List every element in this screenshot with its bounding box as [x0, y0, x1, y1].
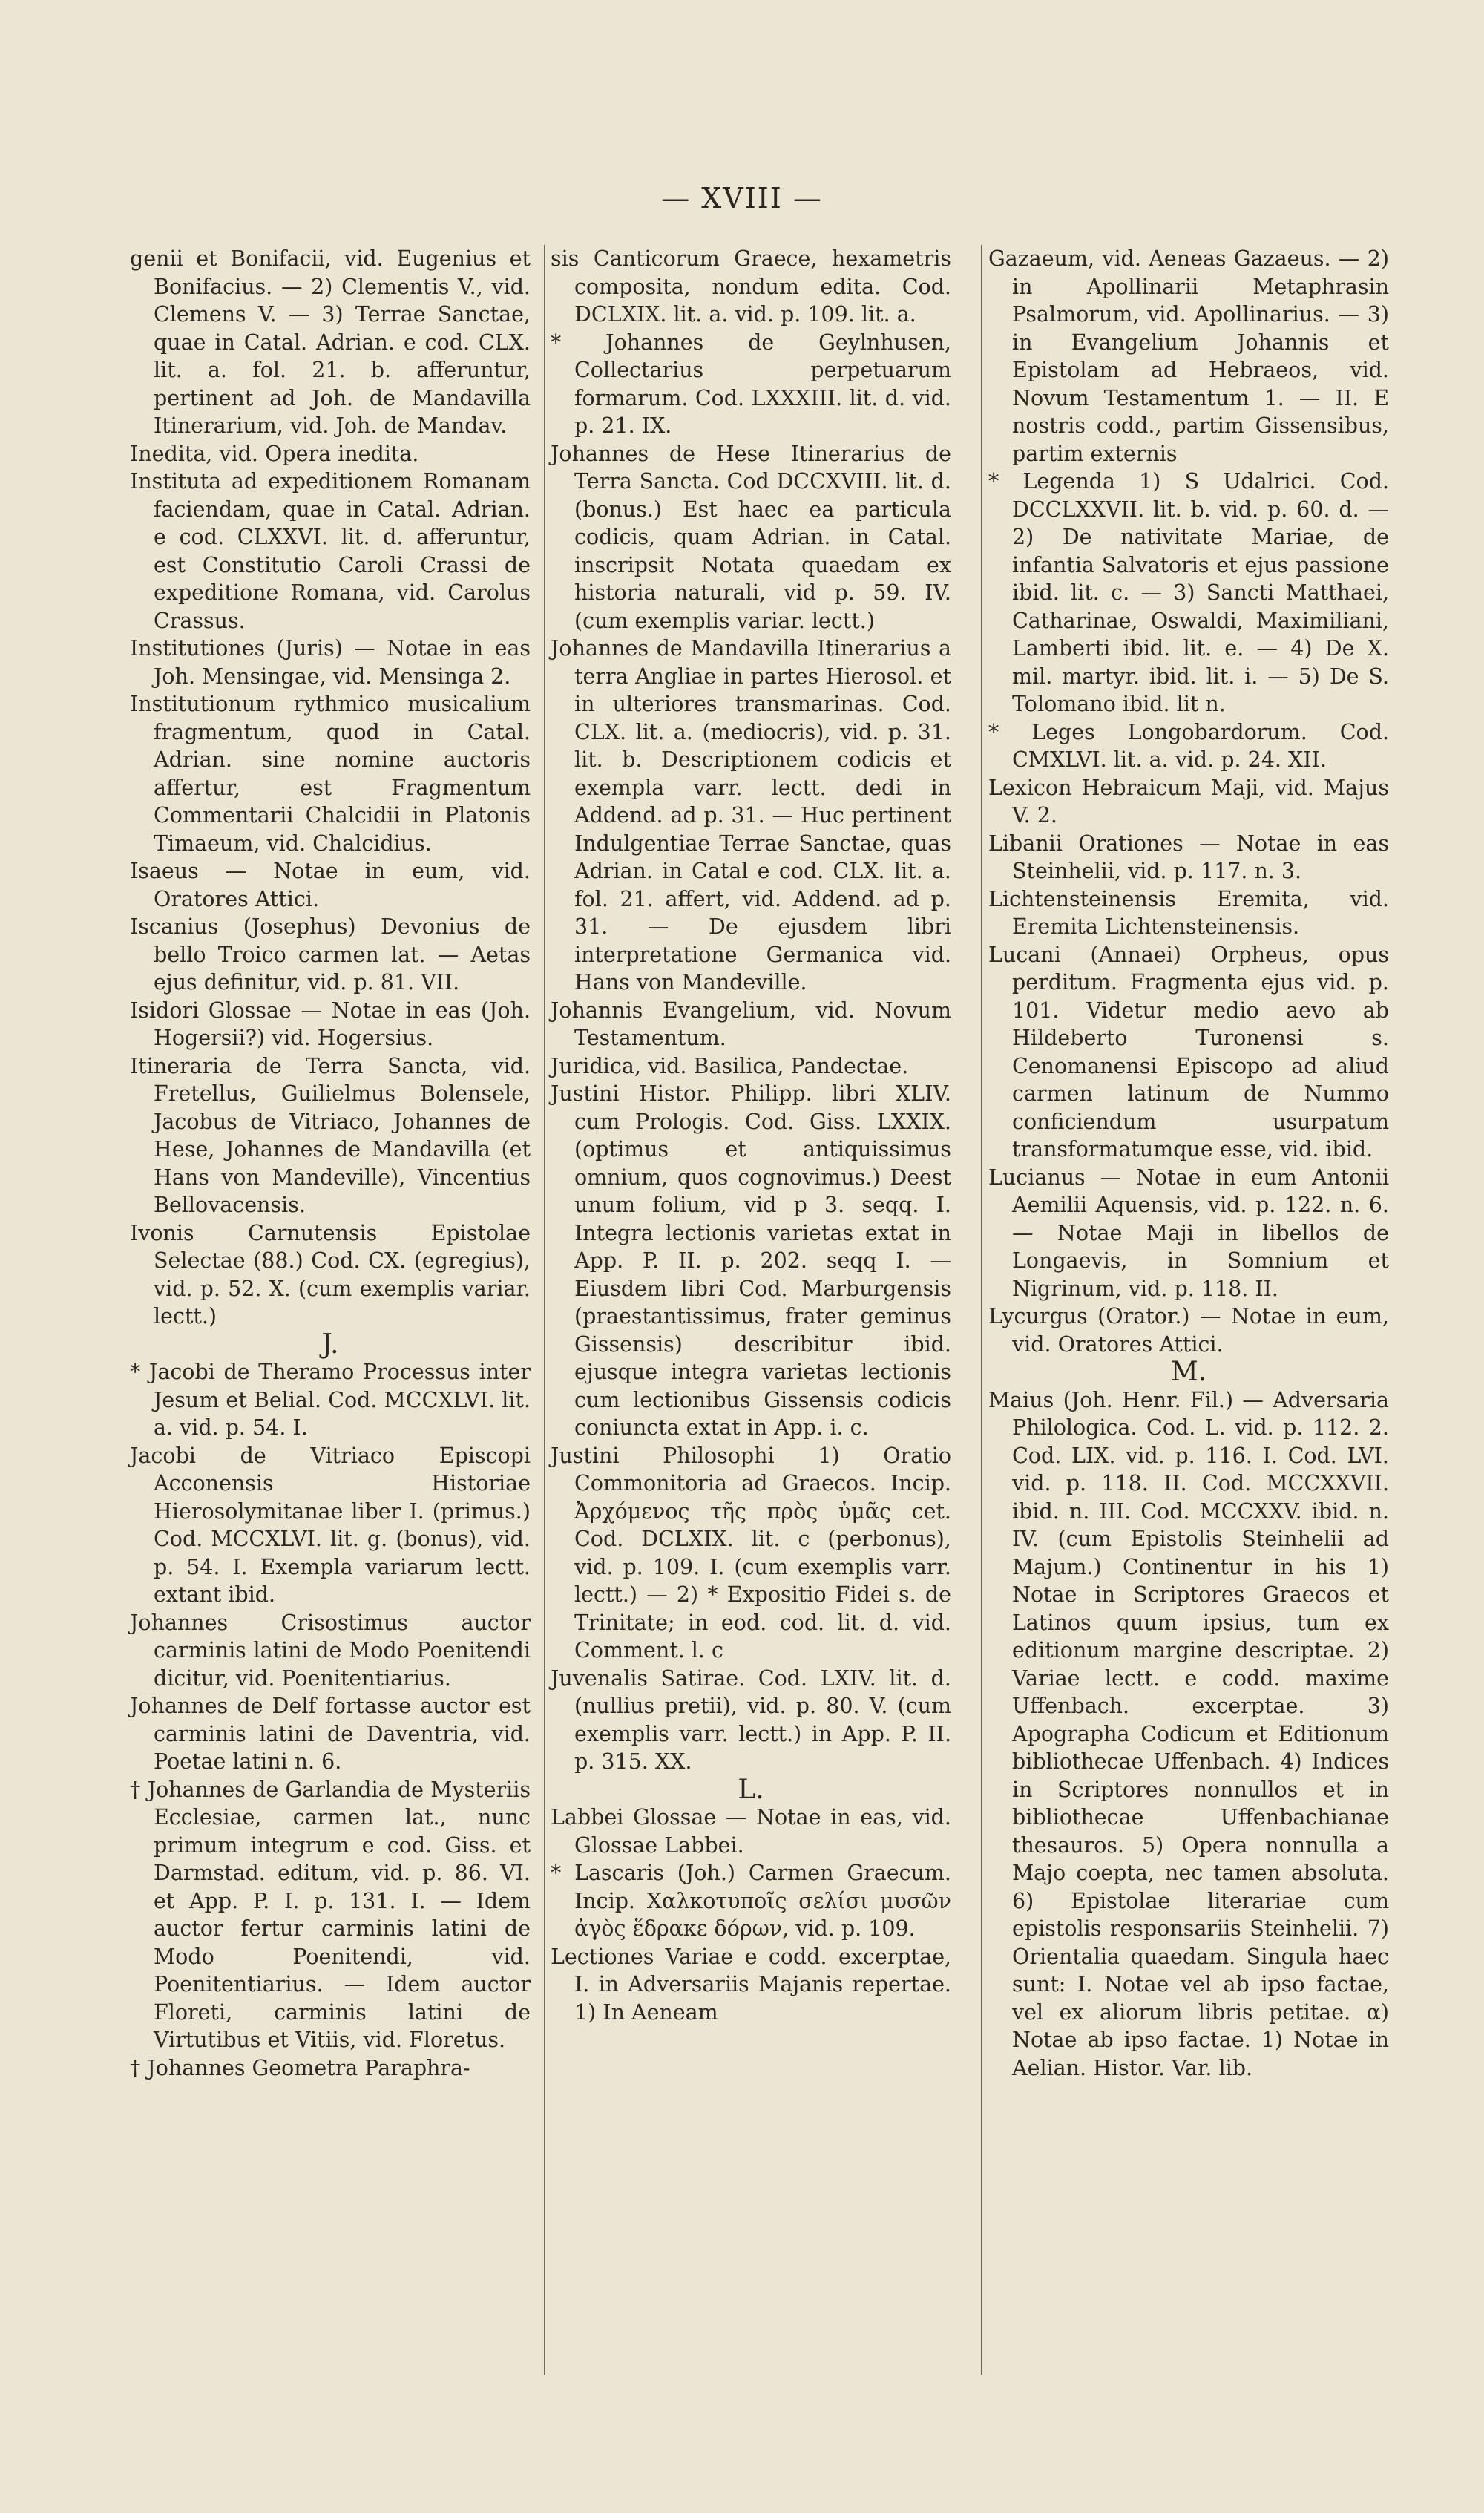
- index-entry: Johannes de Hese Itinerarius de Terra Sancta. Cod DCCXVIII. lit. d. (bonus.) Est haec ea particula codicis, quam Adrian. in Catal. inscripsit Notata quaedam ex historia naturali, vid p. 59. IV. (cum exemplis variar. lectt.): [551, 441, 951, 633]
- page-number: — XVIII —: [661, 182, 823, 214]
- index-entry: † Johannes Geometra Paraphra-: [130, 2055, 470, 2080]
- index-entry: * Johannes de Geylnhusen, Collectarius perpetuarum formarum. Cod. LXXXIII. lit. d. vid. p. 21. IX.: [551, 330, 951, 438]
- index-column-1: [130, 245, 531, 2082]
- index-entry: Labbei Glossae — Notae in eas, vid. Glossae Labbei.: [551, 1805, 951, 1858]
- index-entry: Johannes Crisostimus auctor carminis latini de Modo Poenitendi dicitur, vid. Poenitentiarius.: [130, 1610, 531, 1691]
- index-entry: * Leges Longobardorum. Cod. CMXLVI. lit. a. vid. p. 24. XII.: [988, 719, 1389, 772]
- index-entry: genii et Bonifacii, vid. Eugenius et Bonifacius. — 2) Clementis V., vid. Clemens V. — 3) Terrae Sanctae, quae in Catal. Adrian. e cod. CLX. lit. a. fol. 21. b. afferuntur, pertinent ad Joh. de Mandavilla Itinerarium, vid. Joh. de Mandav.: [130, 246, 531, 438]
- index-column-3: [988, 245, 1389, 2082]
- index-entry: Jacobi de Vitriaco Episcopi Acconensis Historiae Hierosolymitanae liber I. (primus.) Cod. MCCXLVI. lit. g. (bonus), vid. p. 54. I. Exempla variarum lectt. extant ibid.: [130, 1443, 531, 1607]
- section-heading: J.: [321, 1328, 339, 1360]
- column-divider: [981, 245, 982, 2375]
- index-entry: Juvenalis Satirae. Cod. LXIV. lit. d. (nullius pretii), vid. p. 80. V. (cum exemplis varr. lectt.) in App. P. II. p. 315. XX.: [551, 1665, 951, 1774]
- index-entry: Lexicon Hebraicum Maji, vid. Majus V. 2.: [988, 775, 1389, 828]
- index-entry: Justini Philosophi 1) Oratio Commonitoria ad Graecos. Incip. Ἀρχόμενος τῆς πρὸς ὑμᾶς cet. Cod. DCLXIX. lit. c (perbonus), vid. p. 109. I. (cum exemplis varr. lectt.) — 2) * Expositio Fidei s. de Trinitate; in eod. cod. lit. d. vid. Comment. l. c: [551, 1443, 951, 1662]
- index-entry: Inedita, vid. Opera inedita.: [130, 441, 419, 466]
- index-entry: Johannis Evangelium, vid. Novum Testamentum.: [551, 997, 951, 1050]
- index-entry: Ivonis Carnutensis Epistolae Selectae (88.) Cod. CX. (egregius), vid. p. 52. X. (cum exemplis variar. lectt.): [130, 1220, 531, 1328]
- index-entry: Libanii Orationes — Notae in eas Steinhelii, vid. p. 117. n. 3.: [988, 830, 1389, 883]
- index-entry: Lectiones Variae e codd. excerptae, I. in Adversariis Majanis repertae. 1) In Aeneam: [551, 1944, 951, 2025]
- index-entry: Justini Histor. Philipp. libri XLIV. cum Prologis. Cod. Giss. LXXIX. (optimus et antiquissimus omnium, quos cognovimus.) Deest unum folium, vid p 3. seqq. I. Integra lectionis varietas extat in App. P. II. p. 202. seqq I. — Eiusdem libri Cod. Marburgensis (praestantissimus, frater geminus Gissensis) describitur ibid. ejusque integra varietas lectionis cum lectionibus Gissensis codicis coniuncta extat in App. i. c.: [551, 1081, 951, 1440]
- column-divider: [544, 245, 545, 2375]
- index-entry: * Jacobi de Theramo Processus inter Jesum et Belial. Cod. MCCXLVI. lit. a. vid. p. 54. I.: [130, 1360, 531, 1440]
- index-entry: Lycurgus (Orator.) — Notae in eum, vid. Oratores Attici.: [988, 1304, 1389, 1357]
- index-entry: sis Canticorum Graece, hexametris composita, nondum edita. Cod. DCLXIX. lit. a. vid. p. 109. lit. a.: [551, 246, 951, 327]
- index-column-2: [551, 245, 951, 2026]
- index-entry: Institutionum rythmico musicalium fragmentum, quod in Catal. Adrian. sine nomine auctoris affertur, est Fragmentum Commentarii Chalcidii in Platonis Timaeum, vid. Chalcidius.: [130, 692, 531, 856]
- index-entry: Lichtensteinensis Eremita, vid. Eremita Lichtensteinensis.: [988, 886, 1389, 939]
- index-entry: Gazaeum, vid. Aeneas Gazaeus. — 2) in Apollinarii Metaphrasin Psalmorum, vid. Apollinarius. — 3) in Evangelium Johannis et Epistolam ad Hebraeos, vid. Novum Testamentum 1. — II. E nostris codd., partim Gissensibus, partim externis: [988, 246, 1389, 466]
- index-entry: Lucani (Annaei) Orpheus, opus perditum. Fragmenta ejus vid. p. 101. Videtur medio aevo ab Hildeberto Turonensi s. Cenomanensi Episcopo ad aliud carmen latinum de Nummo conficiendum usurpatum transformatumque esse, vid. ibid.: [988, 942, 1389, 1162]
- index-entry: † Johannes de Garlandia de Mysteriis Ecclesiae, carmen lat., nunc primum integrum e cod. Giss. et Darmstad. editum, vid. p. 86. VI. et App. P. I. p. 131. I. — Idem auctor fertur carminis latini de Modo Poenitendi, vid. Poenitentiarius. — Idem auctor Floreti, carminis latini de Virtutibus et Vitiis, vid. Floretus.: [130, 1777, 531, 2052]
- index-entry: Instituta ad expeditionem Romanam faciendam, quae in Catal. Adrian. e cod. CLXXVI. lit. d. afferuntur, est Constitutio Caroli Crassi de expeditione Romana, vid. Carolus Crassus.: [130, 469, 531, 633]
- section-heading: M.: [1170, 1357, 1207, 1387]
- index-entry: Lucianus — Notae in eum Antonii Aemilii Aquensis, vid. p. 122. n. 6. — Notae Maji in libellos de Longaevis, in Somnium et Nigrinum, vid. p. 118. II.: [988, 1164, 1389, 1301]
- index-entry: Johannes de Delf fortasse auctor est carminis latini de Daventria, vid. Poetae latini n. 6.: [130, 1694, 531, 1774]
- section-heading: L.: [738, 1774, 764, 1805]
- index-entry: * Legenda 1) S Udalrici. Cod. DCCLXXVII. lit. b. vid. p. 60. d. — 2) De nativitate Mariae, de infantia Salvatoris et ejus passione ibid. lit. c. — 3) Sancti Matthaei, Catharinae, Oswaldi, Maximiliani, Lamberti ibid. lit. e. — 4) De X. mil. martyr. ibid. lit. i. — 5) De S. Tolomano ibid. lit n.: [988, 469, 1389, 716]
- index-entry: Isidori Glossae — Notae in eas (Joh. Hogersii?) vid. Hogersius.: [130, 997, 531, 1050]
- index-entry: Iscanius (Josephus) Devonius de bello Troico carmen lat. — Aetas ejus definitur, vid. p. 81. VII.: [130, 914, 531, 995]
- index-entry: Maius (Joh. Henr. Fil.) — Adversaria Philologica. Cod. L. vid. p. 112. 2. Cod. LIX. vid. p. 116. I. Cod. LVI. vid. p. 118. II. Cod. MCCXXVII. ibid. n. III. Cod. MCCXXV. ibid. n. IV. (cum Epistolis Steinhelii ad Majum.) Continentur in his 1) Notae in Scriptores Graecos et Latinos quum ipsius, tum ex editionum margine descriptae. 2) Variae lectt. e codd. maxime Uffenbach. excerptae. 3) Apographa Codicum et Editionum bibliothecae Uffenbach. 4) Indices in Scriptores nonnullos et in bibliothecae Uffenbachianae thesauros. 5) Opera nonnulla a Majo coepta, nec tamen absoluta. 6) Epistolae literariae cum epistolis responsariis Steinhelii. 7) Orientalia quaedam. Singula haec sunt: I. Notae vel ab ipso factae, vel ex aliorum libris petitae. α) Notae ab ipso factae. 1) Notae in Aelian. Histor. Var. lib.: [988, 1387, 1389, 2080]
- index-entry: Johannes de Mandavilla Itinerarius a terra Angliae in partes Hierosol. et in ulteriores transmarinas. Cod. CLX. lit. a. (mediocris), vid. p. 31. lit. b. Descriptionem codicis et exempla varr. lectt. dedi in Addend. ad p. 31. — Huc pertinent Indulgentiae Terrae Sanctae, quas Adrian. in Catal e cod. CLX. lit. a. fol. 21. affert, vid. Addend. ad p. 31. — De ejusdem libri interpretatione Germanica vid. Hans von Mandeville.: [551, 636, 951, 995]
- index-entry: * Lascaris (Joh.) Carmen Graecum. Incip. Χαλκοτυποῖς σελίσι μυσῶν ἀγὸς ἕδρακε δόρων, vid. p. 109.: [551, 1861, 951, 1941]
- index-entry: Itineraria de Terra Sancta, vid. Fretellus, Guilielmus Bolensele, Jacobus de Vitriaco, Johannes de Hese, Johannes de Mandavilla (et Hans von Mandeville), Vincentius Bellovacensis.: [130, 1053, 531, 1217]
- index-entry: Juridica, vid. Basilica, Pandectae.: [551, 1053, 909, 1078]
- index-entry: Institutiones (Juris) — Notae in eas Joh. Mensingae, vid. Mensinga 2.: [130, 636, 531, 689]
- index-entry: Isaeus — Notae in eum, vid. Oratores Attici.: [130, 859, 531, 911]
